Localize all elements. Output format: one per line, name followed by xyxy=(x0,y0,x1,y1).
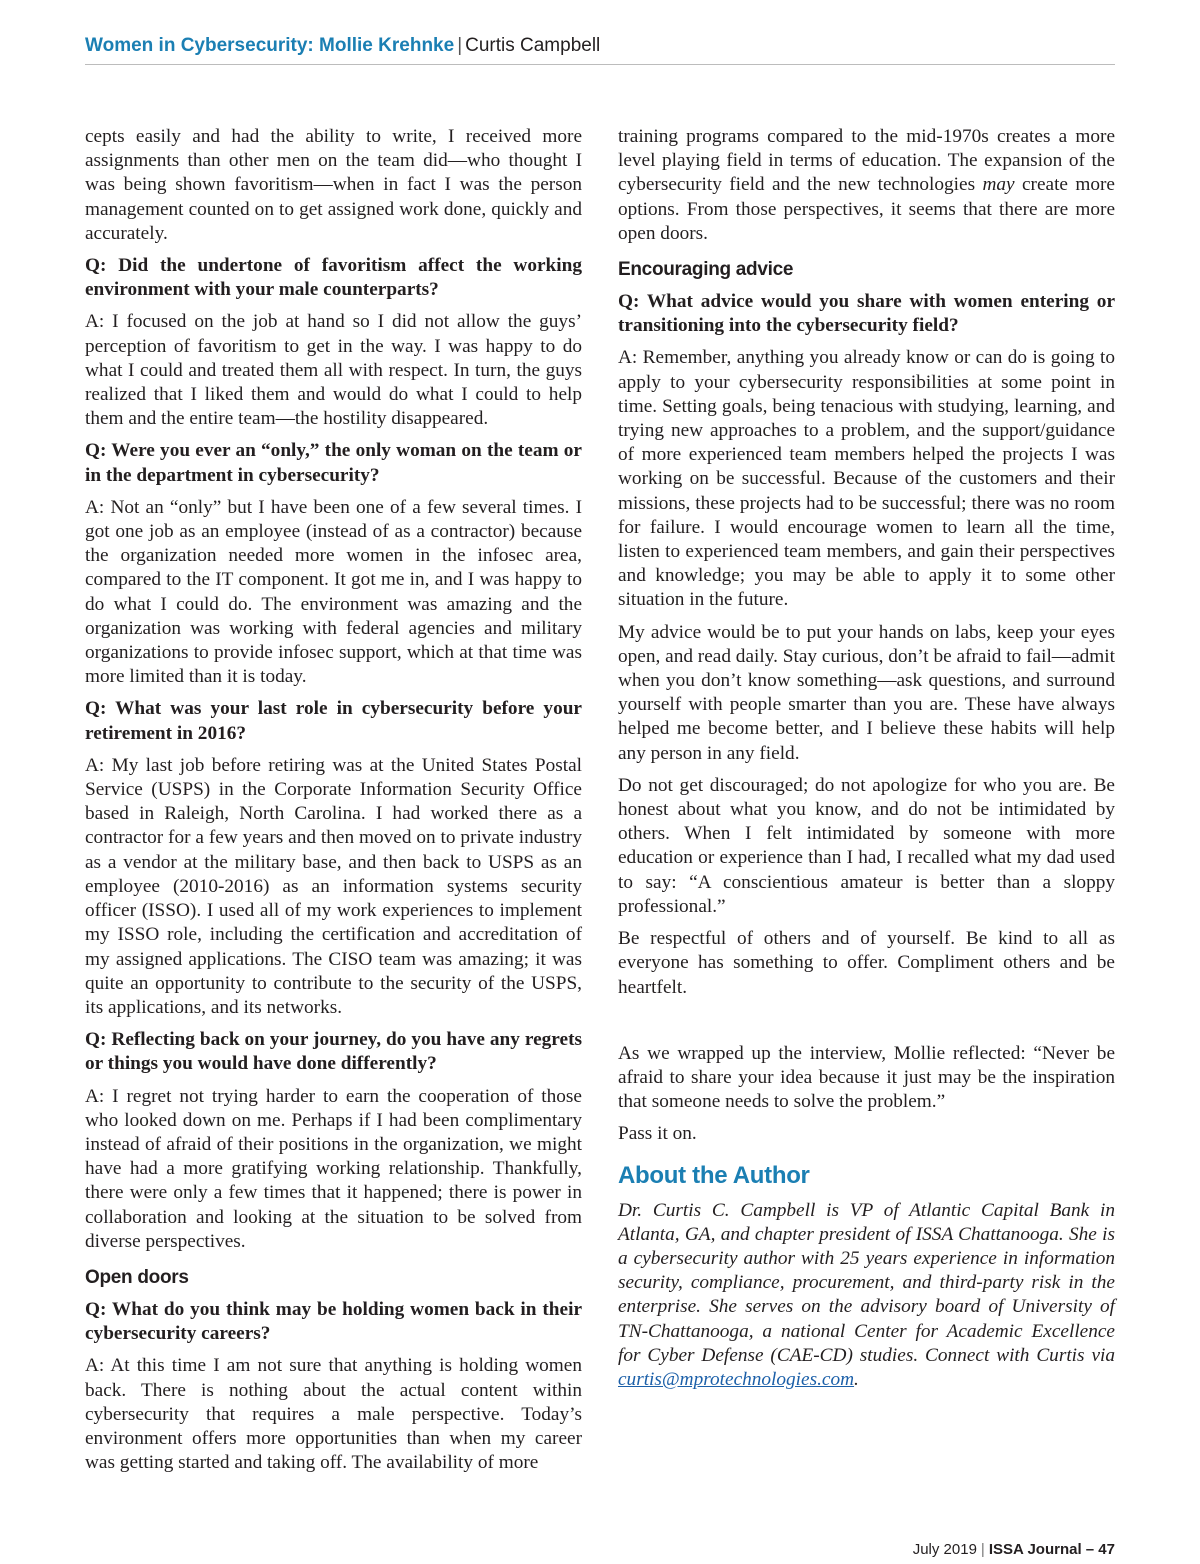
text-run: create more options. From those perspectives, it seems that there are more open doors. xyxy=(618,174,1115,244)
paragraph: cepts easily and had the ability to write, I received more assignments than other men on the team did—who thought I was being shown favoritism—when in fact I was the person management counted on to get assigned work done, quickly and accurately. xyxy=(85,126,582,244)
section-heading-open-doors: Open doors xyxy=(85,1266,189,1288)
question: Q: What was your last role in cybersecurity before your retirement in 2016? xyxy=(85,698,582,744)
section-heading-encouraging-advice: Encouraging advice xyxy=(618,259,794,281)
page-footer xyxy=(913,1540,1115,1560)
author-email-link[interactable]: curtis@mprotechnologies.com xyxy=(618,1368,855,1390)
answer: A: I regret not trying harder to earn the cooperation of those who looked down on me. Perhaps if I had been complimentary instead of afraid of their positions in the organization, we might have had a more gratifying working relationship. Thankfully, there were only a few times that it happened; there is power in collaboration and looking at the situation to be solved from diverse perspectives. xyxy=(85,1085,582,1252)
footer-separator: | xyxy=(980,1541,985,1558)
question: Q: What advice would you share with women entering or transitioning into the cybersecurity field? xyxy=(618,291,1115,337)
answer: A: My last job before retiring was at the United States Postal Service (USPS) in the Corporate Information Security Office based in Raleigh, North Carolina. I had worked there as a contractor for a few years and then moved on to private industry as a vendor at the military base, and then back to USPS as an employee (2010-2016) as an information systems security officer (ISSO). I used all of my work experiences to implement my ISSO role, including the certification and accreditation of my assigned applications. The CISO team was amazing; it was quite an opportunity to contribute to the security of the USPS, its applications, and its networks. xyxy=(85,754,582,1018)
running-header xyxy=(85,34,1115,58)
answer: A: Remember, anything you already know or can do is going to apply to your cybersecurity responsibilities at some point in time. Setting goals, being tenacious with studying, learning, and trying new approaches to a problem, and the support/guidance of more experienced team members helped the projects I was working on be successful. Because of the customers and their missions, these projects had to be successful; there was no room for failure. I would encourage women to learn all the time, listen to experienced team members, and gain their perspectives and knowledge; you may be able to apply it to some other situation in the future. xyxy=(618,347,1115,611)
question: Q: Were you ever an “only,” the only woman on the team or in the department in cybersecurity? xyxy=(85,440,582,486)
paragraph: As we wrapped up the interview, Mollie reflected: “Never be afraid to share your idea because it just may be the inspiration that someone needs to solve the problem.” xyxy=(618,1042,1115,1113)
question: Q: What do you think may be holding women back in their cybersecurity careers? xyxy=(85,1298,582,1345)
text-run: training programs compared to the mid-1970s creates a more level playing field in terms of education. The expansion of the cybersecurity field and the new technologies xyxy=(618,126,1115,196)
bio-text: Dr. Curtis C. Campbell is VP of Atlantic Capital Bank in Atlanta, GA, and chapter president of ISSA Chattanooga. She is a cybersecurity author with 25 years experience in information security, compliance, procurement, and third-party risk in the enterprise. She serves on the advisory board of University of TN-Chattanooga, a national Center for Academic Excellence for Cyber Defense (CAE-CD) studies. Connect with Curtis via xyxy=(618,1199,1115,1366)
answer: A: Not an “only” but I have been one of a few several times. I got one job as an employee (instead of as a contractor) because the organization needed more women in the infosec area, compared to the IT component. It got me in, and I was happy to do what I could do. The environment was amazing and the organization was working with federal agencies and military organizations to provide infosec support, which at that time was more limited than it is today. xyxy=(85,496,582,688)
question: Q: Reflecting back on your journey, do you have any regrets or things you would have done differently? xyxy=(85,1029,582,1075)
about-author-heading: About the Author xyxy=(618,1161,810,1189)
paragraph: Be respectful of others and of yourself. Be kind to all as everyone has something to offer. Compliment others and be heartfelt. xyxy=(618,928,1115,998)
emphasis-may: may xyxy=(982,174,1015,196)
header-separator: | xyxy=(457,35,463,56)
footer-date: July 2019 xyxy=(912,1541,977,1558)
answer: A: At this time I am not sure that anything is holding women back. There is nothing about the actual content within cybersecurity that requires a male perspective. Today’s environment offers more opportunities than when my career was getting started and taking off. The availability of more xyxy=(85,1355,582,1474)
article-title: Women in Cybersecurity: Mollie Krehnke xyxy=(85,35,455,56)
paragraph: My advice would be to put your hands on labs, keep your eyes open, and read daily. Stay curious, don’t be afraid to fail—admit when you don’t know something—ask questions, and surround yourself with people smarter than you are. These have always helped me become better, and I believe these habits will help any person in any field. xyxy=(618,621,1115,764)
bio-end: . xyxy=(854,1368,859,1390)
header-author: Curtis Campbell xyxy=(465,35,601,56)
answer: A: I focused on the job at hand so I did not allow the guys’ perception of favoritism to get in the way. I was happy to do what I could and treated them all with respect. In turn, the guys realized that I liked them and would do what I could to help them and the entire team—the hostility disappeared. xyxy=(85,311,582,430)
left-column xyxy=(85,125,582,1483)
spacer xyxy=(618,1008,1115,1042)
header-rule xyxy=(85,64,1115,65)
paragraph xyxy=(618,125,1115,246)
paragraph: Pass it on. xyxy=(618,1123,697,1145)
paragraph: Do not get discouraged; do not apologize for who you are. Be honest about what you know, and do not be intimidated by others. When I felt intimidated by someone with more education or experience than I had, I recalled what my dad used to say: “A conscientious amateur is better than a sloppy professional.” xyxy=(618,774,1115,917)
footer-journal-page: ISSA Journal – 47 xyxy=(988,1541,1115,1558)
author-bio xyxy=(618,1199,1115,1393)
right-column xyxy=(618,125,1115,1400)
question: Q: Did the undertone of favoritism affect the working environment with your male counterparts? xyxy=(85,255,582,301)
